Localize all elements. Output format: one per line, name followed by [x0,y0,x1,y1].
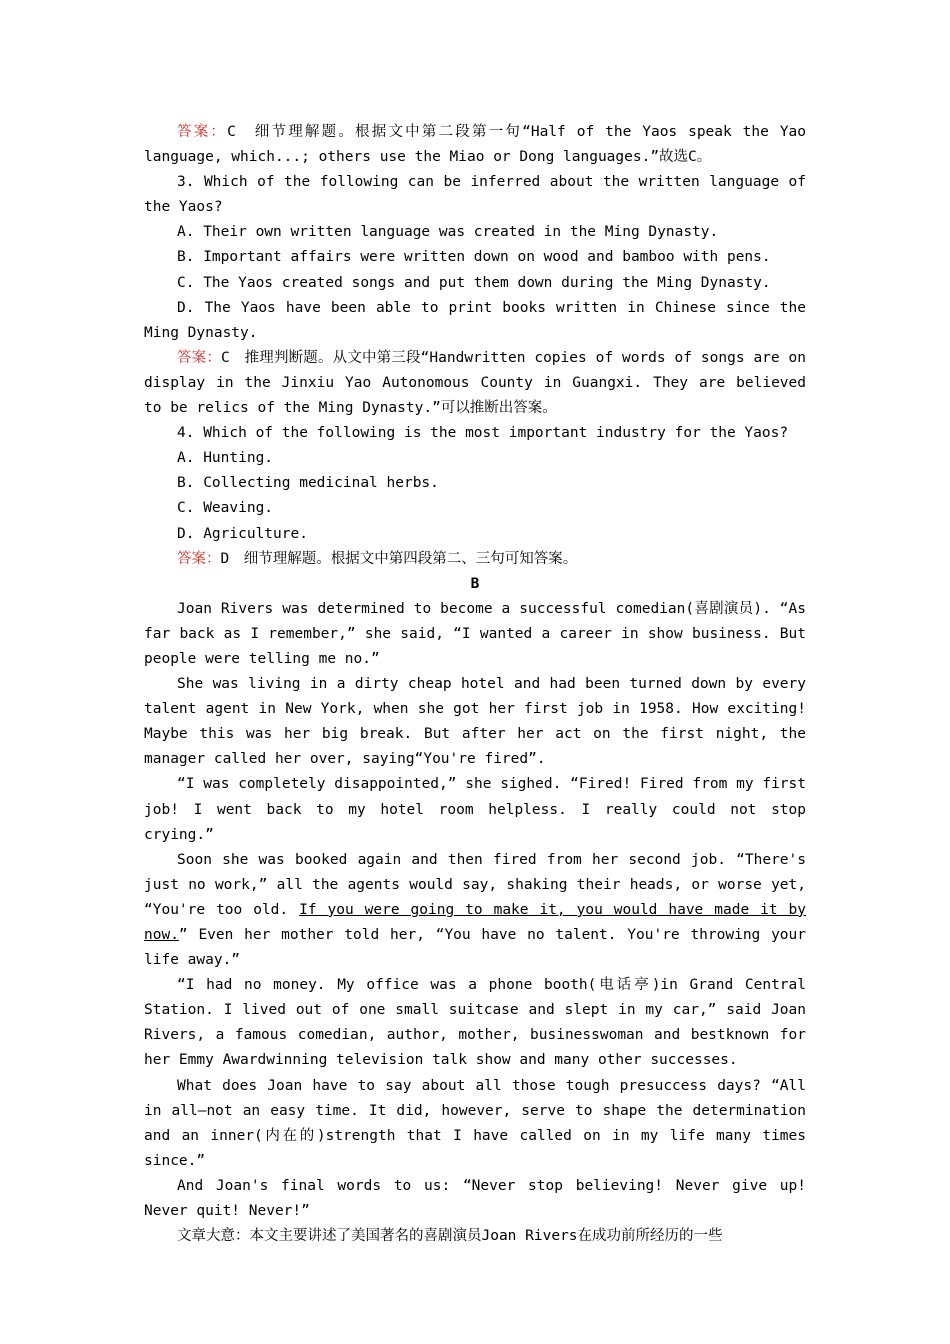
passage-paragraph: “I was completely disappointed,” she sighed. “Fired! Fired from my first job! I went back to my hotel room helpless. I really could not stop crying.” [144,776,806,843]
question-3-option-b: B. Important affairs were written down on wood and bamboo with pens. [177,249,771,266]
q3-answer [144,346,806,421]
question-3-option-a: A. Their own written language was created in the Ming Dynasty. [177,224,719,241]
article-summary: 文章大意：本文主要讲述了美国著名的喜剧演员Joan Rivers在成功前所经历的一些 [177,1228,723,1245]
passage-paragraph: “I had no money. My office was a phone booth(电话亭)in Grand Central Station. I lived out of one small suitcase and slept in my car,” said Joan Rivers, a famous comedian, author, mother, businesswoman and bestknown for her Emmy Awardwinning television talk show and many other successes. [144,977,806,1069]
question-4-option-b: B. Collecting medicinal herbs. [177,475,439,492]
passage-paragraph: Joan Rivers was determined to become a successful comedian(喜剧演员). “As far back as I remember,” she said, “I wanted a career in show business. But people were telling me no.” [144,600,806,667]
passage-paragraph [144,848,806,973]
question-4-stem: 4. Which of the following is the most important industry for the Yaos? [177,425,789,442]
question-4-option-d: D. Agriculture. [177,525,308,542]
passage-text: Soon she was booked again and then fired from her second job. “There's just no work,” all the agents would say, shaking their heads, or worse yet, “You're too old. [144,851,806,918]
q4-answer [144,547,806,572]
question-3-option-c: C. The Yaos created songs and put them down during the Ming Dynasty. [177,274,771,291]
answer-explanation: C 推理判断题。从文中第三段“Handwritten copies of words of songs are on display in the Jinxiu Yao Autonomous County in Guangxi. They are believed to be relics of the Ming Dynasty.”可以推断出答案。 [144,349,807,417]
passage-paragraph: She was living in a dirty cheap hotel and had been turned down by every talent agent in New York, when she got her first job in 1958. How exciting! Maybe this was her big break. But after her act on the first night, the manager called her over, saying“You're fired”. [144,676,806,768]
answer-explanation: D 细节理解题。根据文中第四段第二、三句可知答案。 [220,550,578,567]
underlined-sentence: If you were going to make it, you would have made it by now. [144,901,807,943]
passage-text: ” Even her mother told her, “You have no talent. You're throwing your life away.” [144,927,806,969]
question-4-option-c: C. Weaving. [177,500,274,517]
passage-paragraph: And Joan's final words to us: “Never stop believing! Never give up! Never quit! Never!” [144,1177,806,1220]
question-4-option-a: A. Hunting. [177,450,274,467]
question-3-option-d: D. The Yaos have been able to print books written in Chinese since the Ming Dynasty. [144,299,806,341]
passage-paragraph: What does Joan have to say about all those tough presuccess days? “All in all—not an easy time. It did, however, serve to shape the determination and an inner(内在的)strength that I have called on in my life many times since.” [144,1077,806,1169]
q2-answer [144,120,806,170]
question-3-stem: 3. Which of the following can be inferred about the written language of the Yaos? [144,174,806,216]
section-heading: B [470,575,480,592]
answer-label: 答案： [177,124,228,140]
answer-label: 答案： [177,349,222,366]
document-page [144,120,806,1249]
answer-label: 答案： [177,550,221,567]
answer-explanation: C 细节理解题。根据文中第二段第一句“Half of the Yaos speak the Yao language, which...; others use the Miao or Dong languages.”故选C。 [144,124,807,166]
